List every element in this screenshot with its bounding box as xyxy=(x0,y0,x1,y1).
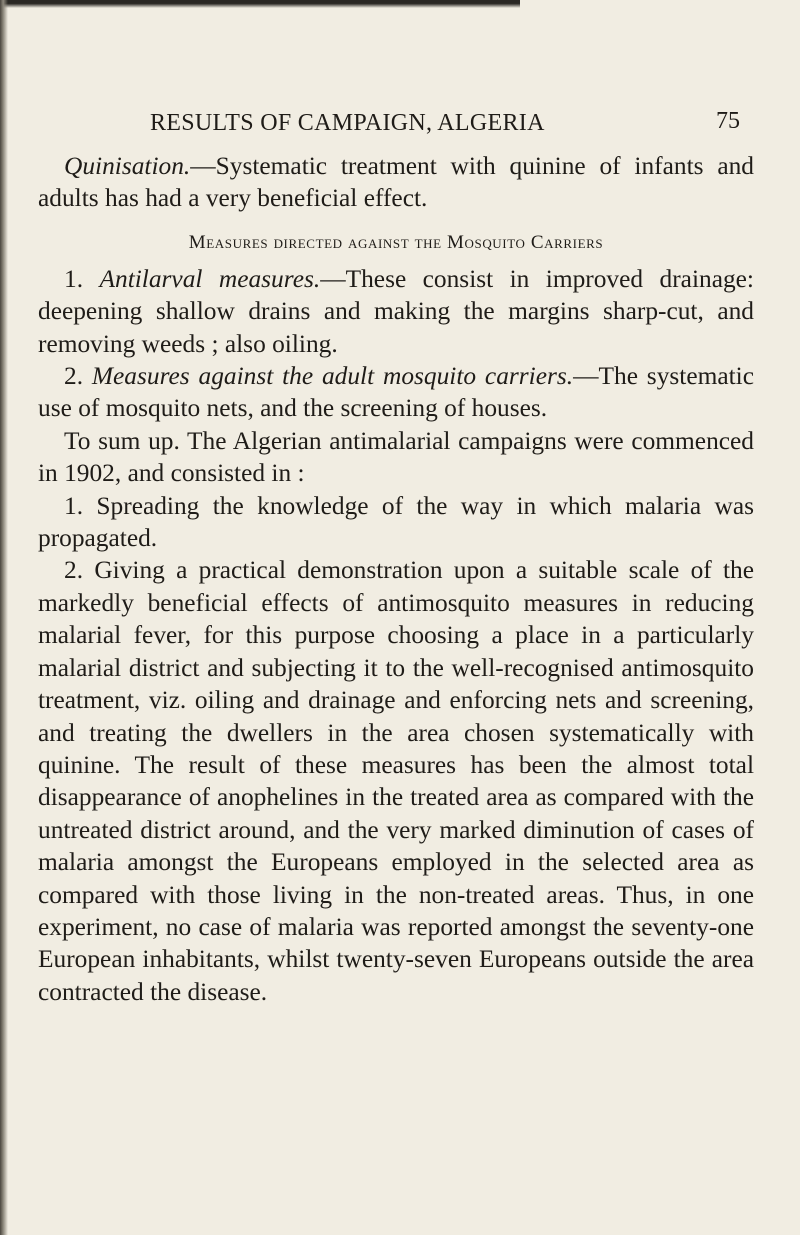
body-text xyxy=(38,150,754,1008)
measure-dash: — xyxy=(573,362,599,391)
measure-number: 2. xyxy=(64,362,84,391)
quinisation-text: Systematic treatment with quinine of infants and adults has had a very beneficial effect. xyxy=(38,152,754,213)
measure-term: Antilarval measures. xyxy=(99,264,321,293)
campaign-point-text: Giving a practical demonstration upon a suitable scale of the markedly beneficial effects of antimosquito measures in reducing malarial fever, for this purpose choosing a place in a particularly malarial district and subjecting it to the well-recognised antimosquito treatment, viz. oiling and drainage and enforcing nets and screening, and treating the dwellers in the area chosen systematically with quinine. The result of these measures has been the almost total disappearance of anophelines in the treated area as compared with the untreated district around, and the very marked diminution of cases of malaria amongst the Europeans employed in the selected area as compared with those living in the non-treated areas. Thus, in one experiment, no case of malaria was reported amongst the seventy-one European inhabitants, whilst twenty-seven Europeans outside the area contracted the disease. xyxy=(38,556,754,1006)
section-heading: Measures directed against the Mosquito Carriers xyxy=(188,231,604,253)
measure-item-antilarval xyxy=(38,263,754,360)
campaign-point-1 xyxy=(38,490,754,555)
measure-text: These consist in improved drainage: deepening shallow drains and making the margins sharp-cut, and removing weeds ; also oiling. xyxy=(38,264,754,358)
measure-item-adult-mosquito xyxy=(38,360,754,425)
running-head: RESULTS OF CAMPAIGN, ALGERIA xyxy=(150,110,545,136)
measure-number: 1. xyxy=(64,264,84,293)
sum-up-paragraph: To sum up. The Algerian antimalarial campaigns were commenced in 1902, and consisted in : xyxy=(38,426,754,488)
page-number: 75 xyxy=(716,108,740,134)
quinisation-paragraph xyxy=(38,150,754,215)
campaign-point-number: 1. xyxy=(64,491,84,520)
campaign-point-text: Spreading the knowledge of the way in which malaria was propagated. xyxy=(38,491,754,553)
quinisation-term: Quinisation. xyxy=(64,152,191,180)
measure-term: Measures against the adult mosquito carriers. xyxy=(91,362,574,391)
campaign-point-2 xyxy=(38,554,754,1008)
quinisation-dash: — xyxy=(190,152,216,180)
page-edge-shadow-left xyxy=(0,0,8,1235)
page-edge-shadow-top xyxy=(0,0,520,8)
campaign-point-number: 2. xyxy=(64,556,84,585)
measure-text: The systematic use of mosquito nets, and the screening of houses. xyxy=(38,362,754,423)
measure-dash: — xyxy=(320,264,346,293)
